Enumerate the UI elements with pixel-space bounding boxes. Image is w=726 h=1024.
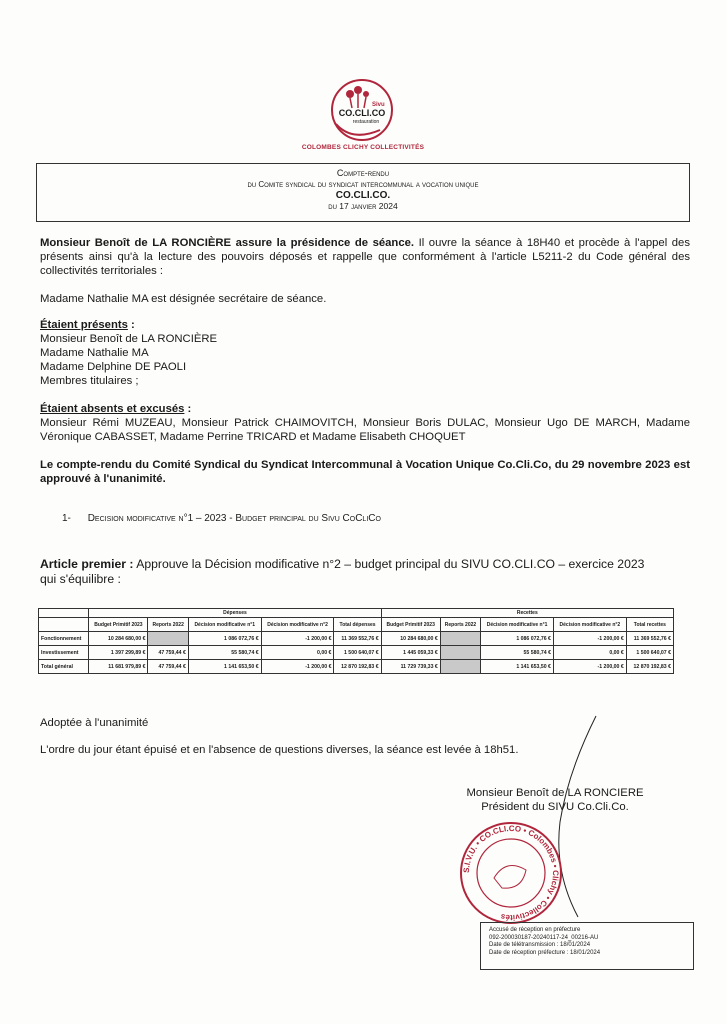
secretary-line: Madame Nathalie MA est désignée secrétaire de séance. xyxy=(40,293,327,305)
table-cell: 55 580,74 € xyxy=(188,646,261,660)
signatory-name: Monsieur Benoît de LA RONCIERE xyxy=(466,787,644,799)
agenda-item-number: 1- xyxy=(62,513,71,524)
present-section xyxy=(40,318,217,388)
approval-paragraph: Le compte-rendu du Comité Syndical du Syndicat Intercommunal à Vocation Unique Co.Cli.Co, du 29 novembre 2023 est approuvé à l'unanimité. xyxy=(40,459,690,485)
table-cell: 1 445 059,33 € xyxy=(381,646,440,660)
row-label: Investissement xyxy=(39,646,89,660)
table-header: Budget Primitif 2023 xyxy=(381,618,440,632)
table-header-empty xyxy=(39,618,89,632)
table-cell: -1 200,00 € xyxy=(261,632,334,646)
table-cell: 1 500 640,07 € xyxy=(626,646,673,660)
table-cell: 11 729 739,33 € xyxy=(381,660,440,674)
present-title: Étaient présents xyxy=(40,319,128,331)
table-cell: -1 200,00 € xyxy=(553,632,626,646)
agenda-item-title: Decision modificative n°1 – 2023 - Budget principal du Sivu CoCliCo xyxy=(87,513,381,524)
table-header: Décision modificative n°2 xyxy=(261,618,334,632)
table-cell: 11 681 979,89 € xyxy=(89,660,148,674)
table-header: Reports 2022 xyxy=(148,618,188,632)
table-cell: 1 141 653,50 € xyxy=(188,660,261,674)
agenda-item-1 xyxy=(62,513,381,524)
article-rest: Approuve la Décision modificative n°2 – budget principal du SIVU CO.CLI.CO – exercice 2023 qui s'équilibre : xyxy=(40,557,645,586)
row-label: Total général xyxy=(39,660,89,674)
present-name: Membres titulaires ; xyxy=(40,375,139,387)
table-cell xyxy=(440,646,480,660)
budget-table xyxy=(38,608,674,674)
receipt-line: 092-200030187-20240117-24_00216-AU xyxy=(489,934,599,941)
absent-title: Étaient absents et excusés xyxy=(40,403,185,415)
table-cell: -1 200,00 € xyxy=(553,660,626,674)
absent-colon: : xyxy=(184,403,192,415)
sivu-cocliCo-logo xyxy=(322,72,400,144)
table-header: Décision modificative n°2 xyxy=(553,618,626,632)
table-header: Total dépenses xyxy=(334,618,381,632)
table-cell: 11 369 552,76 € xyxy=(626,632,673,646)
absent-section xyxy=(40,402,690,444)
table-group-recettes: Recettes xyxy=(381,609,673,618)
intro-paragraph xyxy=(40,236,690,278)
table-header: Budget Primitif 2023 xyxy=(89,618,148,632)
logo-sub-top: Sivu xyxy=(372,102,385,108)
present-name: Monsieur Benoît de LA RONCIÈRE xyxy=(40,333,218,345)
table-header: Décision modificative n°1 xyxy=(481,618,554,632)
table-cell: 10 284 680,00 € xyxy=(89,632,148,646)
receipt-line: Accusé de réception en préfecture xyxy=(489,927,581,933)
receipt-line: Date de télétransmission : 18/01/2024 xyxy=(489,942,591,948)
table-group-depenses: Dépenses xyxy=(89,609,381,618)
prefecture-receipt xyxy=(480,922,694,970)
intro-rest: Il ouvre la séance à 18H40 et procède à l'appel des présents ainsi qu'à la lecture des pouvoirs déposés et rappelle que conformément à l'article L5211-2 du Code général des collectivités territoriales : xyxy=(40,237,690,277)
receipt-line: Date de réception préfecture : 18/01/2024 xyxy=(489,949,601,956)
header-line-3: CO.CLI.CO. xyxy=(335,190,391,201)
table-cell: 47 759,44 € xyxy=(148,646,188,660)
table-row xyxy=(39,632,674,646)
header-line-1: Compte-rendu xyxy=(336,168,390,178)
table-cell xyxy=(440,660,480,674)
table-cell: 55 580,74 € xyxy=(481,646,554,660)
stamp-text: S.I.V.U. • CO.CLI.CO • Colombes • Clichy • Collectivités xyxy=(461,823,561,923)
table-cell: 10 284 680,00 € xyxy=(381,632,440,646)
header-line-4: du 17 janvier 2024 xyxy=(328,201,398,211)
table-cell: 0,00 € xyxy=(261,646,334,660)
table-cell: 1 500 640,07 € xyxy=(334,646,381,660)
table-cell: 0,00 € xyxy=(553,646,626,660)
table-cell: 47 759,44 € xyxy=(148,660,188,674)
logo-sub-bottom: restauration xyxy=(352,119,380,125)
signatory-role: Président du SIVU Co.Cli.Co. xyxy=(481,801,629,813)
closing-line: L'ordre du jour étant épuisé et en l'absence de questions diverses, la séance est levée à 18h51. xyxy=(40,744,519,756)
present-colon: : xyxy=(127,319,135,331)
table-row xyxy=(39,646,674,660)
article-premier xyxy=(40,557,660,587)
table-cell xyxy=(148,632,188,646)
table-cell: 1 086 072,76 € xyxy=(481,632,554,646)
present-name: Madame Nathalie MA xyxy=(40,347,149,359)
article-bold: Article premier : xyxy=(40,557,134,571)
table-cell: 1 086 072,76 € xyxy=(188,632,261,646)
table-cell xyxy=(440,632,480,646)
table-cell: 12 870 192,83 € xyxy=(626,660,673,674)
header-line-2: du Comite syndical du syndicat intercommunal a vocation unique xyxy=(247,180,479,189)
table-corner xyxy=(39,609,89,618)
document-header-box xyxy=(36,163,690,222)
table-cell: 1 397 299,89 € xyxy=(89,646,148,660)
table-row xyxy=(39,660,674,674)
adopted-line: Adoptée à l'unanimité xyxy=(40,717,149,729)
table-cell: 11 369 552,76 € xyxy=(334,632,381,646)
table-header: Total recettes xyxy=(626,618,673,632)
table-cell: 12 870 192,83 € xyxy=(334,660,381,674)
row-label: Fonctionnement xyxy=(39,632,89,646)
absent-text: Monsieur Rémi MUZEAU, Monsieur Patrick CHAIMOVITCH, Monsieur Boris DULAC, Monsieur Ugo DE MARCH, Madame Véronique CABASSET, Madame Perrine TRICARD et Madame Elisabeth CHOQUET xyxy=(40,417,690,443)
table-cell: 1 141 653,50 € xyxy=(481,660,554,674)
present-name: Madame Delphine DE PAOLI xyxy=(40,361,187,373)
intro-bold: Monsieur Benoît de LA RONCIÈRE assure la présidence de séance. xyxy=(40,237,415,249)
logo-caption: COLOMBES CLICHY COLLECTIVITÉS xyxy=(301,144,425,151)
table-header: Décision modificative n°1 xyxy=(188,618,261,632)
official-stamp xyxy=(456,818,566,928)
logo-brand: CO.CLI.CO xyxy=(338,108,386,118)
table-cell: -1 200,00 € xyxy=(261,660,334,674)
table-header: Reports 2022 xyxy=(440,618,480,632)
